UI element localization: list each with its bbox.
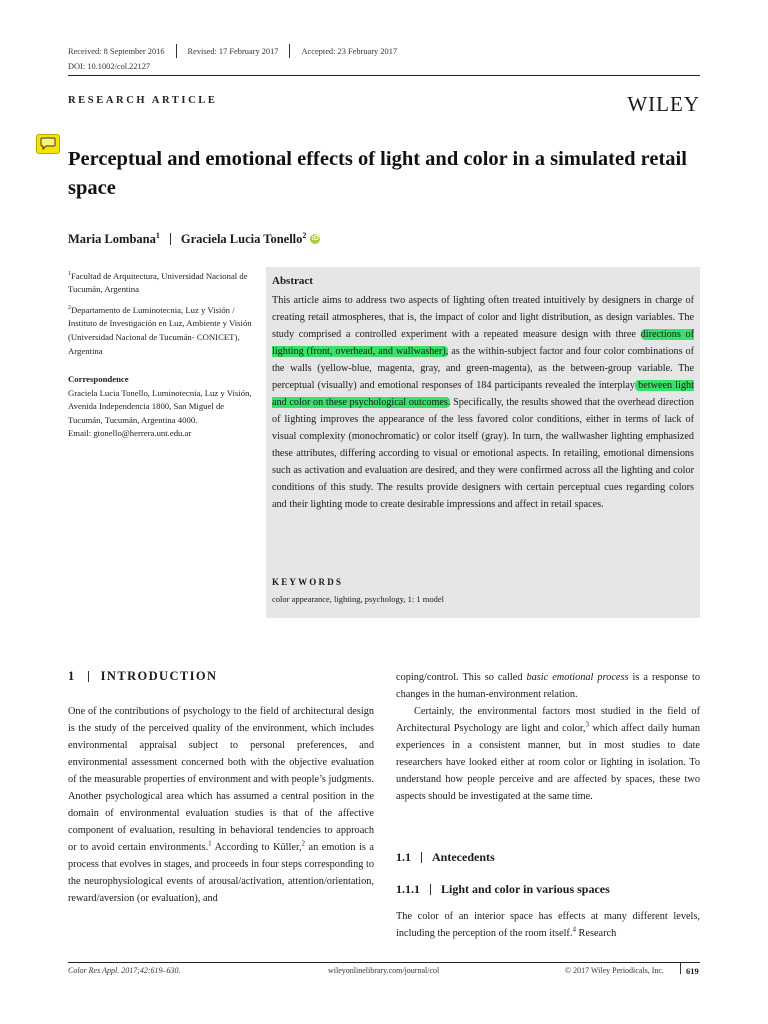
subsection-heading-antecedents: 1.1 Antecedents [396, 850, 495, 864]
header-rule [68, 75, 700, 76]
author-1[interactable]: Maria Lombana$^1$ [68, 231, 160, 247]
divider [176, 44, 177, 58]
highlight-2[interactable]: between light and color on these psychological outcomes. [272, 380, 694, 408]
orcid-icon[interactable]: iD [311, 235, 319, 243]
divider [680, 963, 681, 974]
article-dates [68, 44, 397, 58]
author-2[interactable]: Graciela Lucia Tonello$^2$ [180, 231, 307, 247]
antecedents-paragraph: The color of an interior space has effects at many different levels, including the perception of the room itself.$^4$ Research [396, 911, 700, 939]
paper-title: Perceptual and emotional effects of light and color in a simulated retail space [68, 148, 687, 199]
accepted-date: Accepted: 23 February 2017 [301, 46, 398, 56]
abstract-text: This article aims to address two aspects of lighting often treated intuitively by designers in charge of creating retail atmospheres, that is, the impact of color and light distribution, as design variables. The study comprised a controlled experiment with a repeated measure design with three directions of lighting (front, overhead, and wallwasher), as the within-subject factor and four color combinations of the walls (yellow-blue, magenta, gray, and green-magenta), as the between-group variable. The perceptual (visually) and emotional responses of 184 participants revealed the interplay between light and color on these psychological outcomes. Specifically, the results showed that the overhead direction of lighting improves the appearance of the less favored color conditions, either in terms of lack of visual complexity (monochromatic) or color itself (gray). In turn, the wallwasher lighting emphasized these attributes, differing according to visual or emotional aspects. In retailing, emotional dimensions such as activation and evaluation are desired, and they were confirmed across all the lighting and color conditions of this study. The results provide designers with certain perceptual cues regarding colors and their lighting mode to create desirable impressions and affect in retail spaces. [272, 295, 695, 510]
divider [170, 233, 171, 245]
section-heading-introduction: 1 INTRODUCTION [68, 669, 218, 683]
divider [88, 671, 89, 682]
received-date: Received: 8 September 2016 [68, 46, 165, 56]
keywords: color appearance, lighting, psychology, 1: 1 model [272, 594, 445, 604]
highlight-1[interactable]: directions of lighting (front, overhead, and wallwasher), [272, 329, 694, 357]
copyright: © 2017 Wiley Periodicals, Inc. [565, 966, 664, 975]
intro-paragraph-3: Certainly, the environmental factors most studied in the field of Architectural Psychology are light and color,$^3$ which affect daily human experiences in a consistent manner, but in most studies to date researchers have looked either at room color or lighting in isolation. To understand how people perceive and are affected by spaces, these two aspects should be investigated at the same time. [396, 706, 700, 802]
footer-rule [68, 962, 700, 963]
author-list [68, 231, 320, 247]
abstract-heading: Abstract [272, 275, 313, 287]
comment-note-icon[interactable] [36, 134, 60, 154]
affiliation-2: $^2$Departamento de Luminotecnia, Luz y Visión / Instituto de Investigación en Luz, Ambiente y Visión (Universidad Nacional de Tucumán- CONICET), Argentina [68, 304, 252, 356]
intro-paragraph-2: coping/control. This so called basic emotional process is a response to changes in the human-environment relation. Certainly, the environmental factors most studied in the field of Architectural Psychology are light and color,$^3$ which affect daily human experiences in a consistent manner, but in most studies to date researchers have looked either at room color or lighting in isolation. To understand how people perceive and are affected by spaces, these two aspects should be investigated at the same time. [396, 669, 700, 805]
keywords-heading: KEYWORDS [272, 577, 344, 587]
journal-url[interactable]: wileyonlinelibrary.com/journal/col [328, 966, 440, 975]
divider [289, 44, 290, 58]
abstract-box [266, 267, 700, 618]
divider [430, 884, 431, 895]
journal-citation: Color Res Appl. 2017;42:619–630. [68, 966, 181, 975]
affiliation-1: $^1$Facultad de Arquitectura, Universidad Nacional de Tucumán, Argentina [68, 270, 248, 295]
speech-bubble-icon [40, 137, 56, 150]
doi[interactable]: DOI: 10.1002/col.22127 [68, 62, 151, 71]
revised-date: Revised: 17 February 2017 [187, 46, 279, 56]
article-type: RESEARCH ARTICLE [68, 95, 218, 106]
correspondence-email[interactable]: Email: gtonello@herrera.unt.edu.ar [68, 428, 192, 439]
correspondence-address: Graciela Lucia Tonello, Luminotecnia, Luz y Visión, Avenida Independencia 1800, San Miguel de Tucumán, Tucumán, Argentina 4000. [68, 387, 252, 425]
subsection-heading-light-color: 1.1.1 Light and color in various spaces [396, 882, 610, 896]
page-number: 619 [686, 966, 699, 976]
correspondence [68, 373, 258, 441]
correspondence-heading: Correspondence [68, 374, 129, 384]
divider [421, 852, 422, 863]
publisher-logo: WILEY [627, 92, 700, 116]
intro-paragraph-1: One of the contributions of psychology to the field of architectural design is the study of the perceived quality of the environment, which includes environmental appraisal subject to personal preferences, and environmental assessment concerned both with the objective evaluation of the measurable properties of environment and with people’s judgments. Another psychological area which has assumed a central position in the domain of environmental evaluation studies is that of the affective component of evaluation, resulting in behavioral tendencies to approach or to avoid certain environments.$^1$ According to Küller,$^2$ an emotion is a process that evolves in stages, and proceeds in four steps corresponding to the neurophysiological events of arousal/activation, attention/orientation, reward/aversion (or evaluation), and [68, 706, 374, 904]
